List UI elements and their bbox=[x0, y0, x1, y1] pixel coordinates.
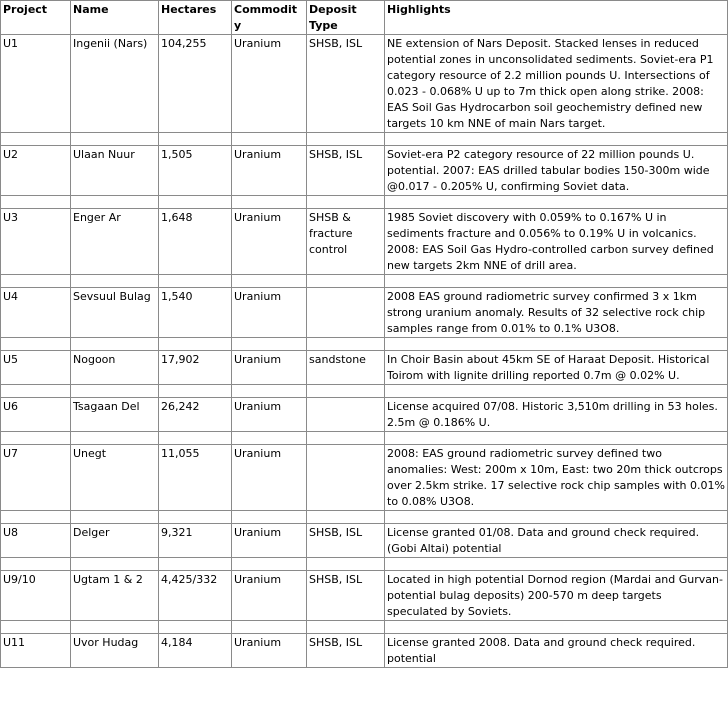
header-highlights: Highlights bbox=[385, 1, 728, 35]
hectares-cell: 104,255 bbox=[159, 35, 232, 133]
project-cell: U5 bbox=[1, 351, 71, 385]
table-row bbox=[1, 351, 728, 385]
project-cell: U2 bbox=[1, 146, 71, 196]
table-row bbox=[1, 445, 728, 511]
name-cell: Uvor Hudag bbox=[71, 634, 159, 668]
table-row bbox=[1, 634, 728, 668]
header-row bbox=[1, 1, 728, 35]
commodity-cell: Uranium bbox=[232, 288, 307, 338]
spacer-row bbox=[1, 432, 728, 445]
deposit-type-cell: SHSB, ISL bbox=[307, 146, 385, 196]
project-cell: U7 bbox=[1, 445, 71, 511]
commodity-cell: Uranium bbox=[232, 571, 307, 621]
deposit-type-cell bbox=[307, 288, 385, 338]
highlights-cell: Soviet-era P2 category resource of 22 million pounds U. potential. 2007: EAS drilled tabular bodies 150-300m wide @0.017 - 0.205% U, confirming Soviet data. bbox=[385, 146, 728, 196]
header-hectares: Hectares bbox=[159, 1, 232, 35]
highlights-cell: 2008: EAS ground radiometric survey defined two anomalies: West: 200m x 10m, East: two 20m thick outcrops over 2.5km strike. 17 selective rock chip samples with 0.01% to 0.08% U3O8. bbox=[385, 445, 728, 511]
deposit-type-cell: sandstone bbox=[307, 351, 385, 385]
project-cell: U3 bbox=[1, 209, 71, 275]
table-row bbox=[1, 35, 728, 133]
hectares-cell: 11,055 bbox=[159, 445, 232, 511]
hectares-cell: 26,242 bbox=[159, 398, 232, 432]
spacer-row bbox=[1, 133, 728, 146]
table-row bbox=[1, 146, 728, 196]
project-cell: U1 bbox=[1, 35, 71, 133]
commodity-cell: Uranium bbox=[232, 35, 307, 133]
highlights-cell: 2008 EAS ground radiometric survey confirmed 3 x 1km strong uranium anomaly. Results of 32 selective rock chip samples range from 0.01% to 0.1% U3O8. bbox=[385, 288, 728, 338]
deposit-type-cell bbox=[307, 445, 385, 511]
highlights-cell: License granted 01/08. Data and ground check required. (Gobi Altai) potential bbox=[385, 524, 728, 558]
project-cell: U6 bbox=[1, 398, 71, 432]
name-cell: Tsagaan Del bbox=[71, 398, 159, 432]
project-cell: U4 bbox=[1, 288, 71, 338]
project-cell: U9/10 bbox=[1, 571, 71, 621]
highlights-cell: In Choir Basin about 45km SE of Haraat Deposit. Historical Toirom with lignite drilling reported 0.7m @ 0.02% U. bbox=[385, 351, 728, 385]
spacer-row bbox=[1, 621, 728, 634]
highlights-cell: 1985 Soviet discovery with 0.059% to 0.167% U in sediments fracture and 0.056% to 0.19% U in volcanics. 2008: EAS Soil Gas Hydro-controlled carbon survey defined new targets 2km NNE of drill area. bbox=[385, 209, 728, 275]
commodity-cell: Uranium bbox=[232, 146, 307, 196]
spacer-row bbox=[1, 275, 728, 288]
spacer-row bbox=[1, 385, 728, 398]
highlights-cell: NE extension of Nars Deposit. Stacked lenses in reduced potential zones in unconsolidated sediments. Soviet-era P1 category resource of 2.2 million pounds U. Intersections of 0.023 - 0.068% U up to 7m thick open along strike. 2008: EAS Soil Gas Hydrocarbon soil geochemistry defined new targets 10 km NNE of main Nars target. bbox=[385, 35, 728, 133]
hectares-cell: 9,321 bbox=[159, 524, 232, 558]
deposit-type-cell: SHSB, ISL bbox=[307, 524, 385, 558]
deposit-type-cell: SHSB, ISL bbox=[307, 634, 385, 668]
table-row bbox=[1, 571, 728, 621]
header-project: Project bbox=[1, 1, 71, 35]
commodity-cell: Uranium bbox=[232, 634, 307, 668]
project-cell: U11 bbox=[1, 634, 71, 668]
header-commodity: Commodity bbox=[232, 1, 307, 35]
table-row bbox=[1, 524, 728, 558]
commodity-cell: Uranium bbox=[232, 209, 307, 275]
highlights-cell: License granted 2008. Data and ground check required. potential bbox=[385, 634, 728, 668]
name-cell: Ingenii (Nars) bbox=[71, 35, 159, 133]
table-row bbox=[1, 288, 728, 338]
commodity-cell: Uranium bbox=[232, 445, 307, 511]
header-deposit-type: Deposit Type bbox=[307, 1, 385, 35]
spacer-row bbox=[1, 196, 728, 209]
deposit-type-cell: SHSB, ISL bbox=[307, 35, 385, 133]
deposit-type-cell bbox=[307, 398, 385, 432]
name-cell: Nogoon bbox=[71, 351, 159, 385]
spacer-row bbox=[1, 511, 728, 524]
name-cell: Delger bbox=[71, 524, 159, 558]
hectares-cell: 4,184 bbox=[159, 634, 232, 668]
deposit-type-cell: SHSB, ISL bbox=[307, 571, 385, 621]
name-cell: Ulaan Nuur bbox=[71, 146, 159, 196]
name-cell: Ugtam 1 & 2 bbox=[71, 571, 159, 621]
commodity-cell: Uranium bbox=[232, 398, 307, 432]
name-cell: Sevsuul Bulag bbox=[71, 288, 159, 338]
highlights-cell: License acquired 07/08. Historic 3,510m drilling in 53 holes. 2.5m @ 0.186% U. bbox=[385, 398, 728, 432]
deposit-type-cell: SHSB & fracture control bbox=[307, 209, 385, 275]
header-name: Name bbox=[71, 1, 159, 35]
table-row bbox=[1, 209, 728, 275]
table-row bbox=[1, 398, 728, 432]
hectares-cell: 1,648 bbox=[159, 209, 232, 275]
name-cell: Unegt bbox=[71, 445, 159, 511]
hectares-cell: 17,902 bbox=[159, 351, 232, 385]
spacer-row bbox=[1, 338, 728, 351]
spacer-row bbox=[1, 558, 728, 571]
highlights-cell: Located in high potential Dornod region (Mardai and Gurvan-potential bulag deposits) 200-570 m deep targets speculated by Soviets. bbox=[385, 571, 728, 621]
commodity-cell: Uranium bbox=[232, 524, 307, 558]
name-cell: Enger Ar bbox=[71, 209, 159, 275]
hectares-cell: 4,425/332 bbox=[159, 571, 232, 621]
project-cell: U8 bbox=[1, 524, 71, 558]
hectares-cell: 1,505 bbox=[159, 146, 232, 196]
hectares-cell: 1,540 bbox=[159, 288, 232, 338]
commodity-cell: Uranium bbox=[232, 351, 307, 385]
